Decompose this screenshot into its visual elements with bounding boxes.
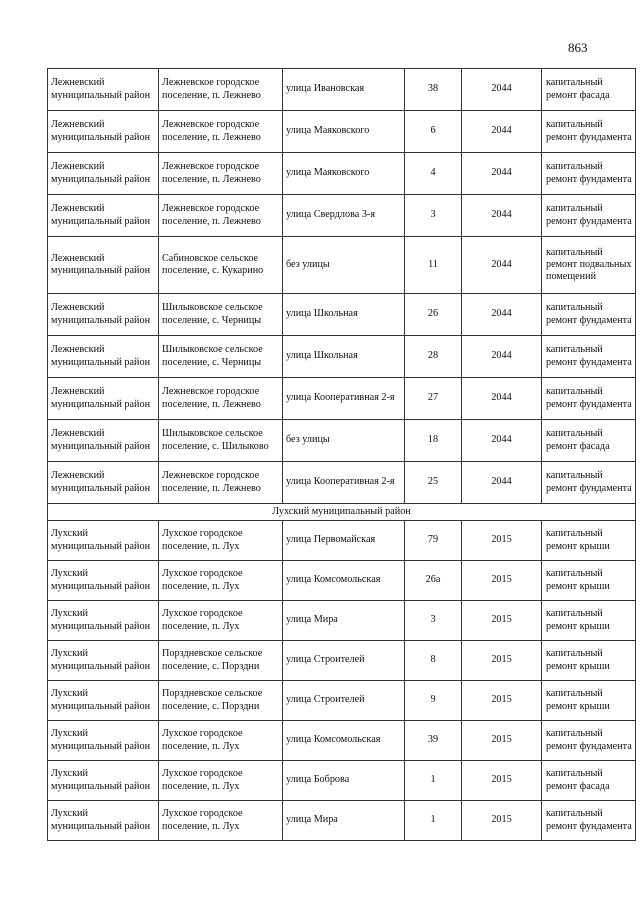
district-cell: Лухский муниципальный район <box>48 681 159 721</box>
table-row <box>48 237 636 294</box>
street-cell: улица Первомайская <box>283 521 405 561</box>
settlement-cell: Лежневское городское поселение, п. Лежнево <box>159 378 283 420</box>
house-number-cell: 6 <box>405 111 462 153</box>
district-cell: Лухский муниципальный район <box>48 801 159 841</box>
table-row <box>48 111 636 153</box>
district-cell: Лежневский муниципальный район <box>48 69 159 111</box>
settlement-cell: Порздневское сельское поселение, с. Порздни <box>159 641 283 681</box>
street-cell: улица Свердлова 3-я <box>283 195 405 237</box>
house-number-cell: 1 <box>405 801 462 841</box>
house-number-cell: 26а <box>405 561 462 601</box>
district-cell: Лухский муниципальный район <box>48 641 159 681</box>
settlement-cell: Лухское городское поселение, п. Лух <box>159 761 283 801</box>
work-type-cell: капитальный ремонт фундамента <box>542 336 636 378</box>
house-number-cell: 4 <box>405 153 462 195</box>
settlement-cell: Лухское городское поселение, п. Лух <box>159 801 283 841</box>
work-type-cell: капитальный ремонт подвальных помещений <box>542 237 636 294</box>
year-cell: 2015 <box>462 521 542 561</box>
settlement-cell: Лухское городское поселение, п. Лух <box>159 601 283 641</box>
district-cell: Лежневский муниципальный район <box>48 153 159 195</box>
settlement-cell: Шилыковское сельское поселение, с. Черницы <box>159 336 283 378</box>
street-cell: улица Ивановская <box>283 69 405 111</box>
house-number-cell: 3 <box>405 601 462 641</box>
settlement-cell: Лежневское городское поселение, п. Лежнево <box>159 111 283 153</box>
house-number-cell: 18 <box>405 420 462 462</box>
work-type-cell: капитальный ремонт фундамента <box>542 111 636 153</box>
district-cell: Лежневский муниципальный район <box>48 195 159 237</box>
table-row <box>48 721 636 761</box>
house-number-cell: 25 <box>405 462 462 504</box>
settlement-cell: Шилыковское сельское поселение, с. Черницы <box>159 294 283 336</box>
house-number-cell: 8 <box>405 641 462 681</box>
page-number: 863 <box>568 40 588 55</box>
street-cell: улица Строителей <box>283 681 405 721</box>
district-cell: Лежневский муниципальный район <box>48 378 159 420</box>
street-cell: улица Маяковского <box>283 111 405 153</box>
section-heading-row <box>48 504 636 521</box>
table-row <box>48 378 636 420</box>
settlement-cell: Порздневское сельское поселение, с. Порздни <box>159 681 283 721</box>
street-cell: улица Комсомольская <box>283 561 405 601</box>
year-cell: 2015 <box>462 561 542 601</box>
district-cell: Лежневский муниципальный район <box>48 111 159 153</box>
work-type-cell: капитальный ремонт фасада <box>542 761 636 801</box>
section-heading: Лухский муниципальный район <box>48 504 636 521</box>
year-cell: 2015 <box>462 601 542 641</box>
work-type-cell: капитальный ремонт фундамента <box>542 378 636 420</box>
housing-repair-table <box>47 68 636 841</box>
year-cell: 2015 <box>462 721 542 761</box>
year-cell: 2044 <box>462 111 542 153</box>
district-cell: Лежневский муниципальный район <box>48 336 159 378</box>
street-cell: без улицы <box>283 237 405 294</box>
year-cell: 2044 <box>462 195 542 237</box>
work-type-cell: капитальный ремонт фундамента <box>542 294 636 336</box>
work-type-cell: капитальный ремонт фасада <box>542 69 636 111</box>
work-type-cell: капитальный ремонт фундамента <box>542 195 636 237</box>
table-row <box>48 681 636 721</box>
table-row <box>48 336 636 378</box>
work-type-cell: капитальный ремонт крыши <box>542 641 636 681</box>
house-number-cell: 79 <box>405 521 462 561</box>
district-cell: Лежневский муниципальный район <box>48 462 159 504</box>
table-row <box>48 195 636 237</box>
table-row <box>48 462 636 504</box>
table-row <box>48 69 636 111</box>
table-row <box>48 294 636 336</box>
year-cell: 2044 <box>462 69 542 111</box>
house-number-cell: 1 <box>405 761 462 801</box>
district-cell: Лухский муниципальный район <box>48 521 159 561</box>
year-cell: 2044 <box>462 294 542 336</box>
work-type-cell: капитальный ремонт фундамента <box>542 153 636 195</box>
table-row <box>48 761 636 801</box>
settlement-cell: Лежневское городское поселение, п. Лежнево <box>159 195 283 237</box>
table-row <box>48 801 636 841</box>
house-number-cell: 39 <box>405 721 462 761</box>
street-cell: улица Школьная <box>283 336 405 378</box>
table-row <box>48 420 636 462</box>
district-cell: Лежневский муниципальный район <box>48 237 159 294</box>
house-number-cell: 3 <box>405 195 462 237</box>
street-cell: улица Комсомольская <box>283 721 405 761</box>
work-type-cell: капитальный ремонт крыши <box>542 561 636 601</box>
district-cell: Лухский муниципальный район <box>48 761 159 801</box>
district-cell: Лухский муниципальный район <box>48 601 159 641</box>
house-number-cell: 27 <box>405 378 462 420</box>
street-cell: улица Мира <box>283 801 405 841</box>
year-cell: 2044 <box>462 420 542 462</box>
street-cell: улица Кооперативная 2-я <box>283 378 405 420</box>
house-number-cell: 38 <box>405 69 462 111</box>
settlement-cell: Шилыковское сельское поселение, с. Шилыково <box>159 420 283 462</box>
street-cell: улица Маяковского <box>283 153 405 195</box>
year-cell: 2015 <box>462 761 542 801</box>
street-cell: без улицы <box>283 420 405 462</box>
year-cell: 2015 <box>462 801 542 841</box>
table-row <box>48 601 636 641</box>
table-row <box>48 561 636 601</box>
district-cell: Лухский муниципальный район <box>48 721 159 761</box>
settlement-cell: Лежневское городское поселение, п. Лежнево <box>159 462 283 504</box>
year-cell: 2044 <box>462 336 542 378</box>
settlement-cell: Сабиновское сельское поселение, с. Кукарино <box>159 237 283 294</box>
district-cell: Лежневский муниципальный район <box>48 420 159 462</box>
settlement-cell: Лухское городское поселение, п. Лух <box>159 561 283 601</box>
table-row <box>48 641 636 681</box>
house-number-cell: 28 <box>405 336 462 378</box>
settlement-cell: Лежневское городское поселение, п. Лежнево <box>159 69 283 111</box>
year-cell: 2044 <box>462 378 542 420</box>
work-type-cell: капитальный ремонт фундамента <box>542 801 636 841</box>
street-cell: улица Школьная <box>283 294 405 336</box>
settlement-cell: Лухское городское поселение, п. Лух <box>159 521 283 561</box>
work-type-cell: капитальный ремонт фундамента <box>542 721 636 761</box>
work-type-cell: капитальный ремонт крыши <box>542 601 636 641</box>
year-cell: 2044 <box>462 462 542 504</box>
year-cell: 2044 <box>462 237 542 294</box>
house-number-cell: 26 <box>405 294 462 336</box>
table-row <box>48 153 636 195</box>
year-cell: 2015 <box>462 641 542 681</box>
settlement-cell: Лежневское городское поселение, п. Лежнево <box>159 153 283 195</box>
street-cell: улица Кооперативная 2-я <box>283 462 405 504</box>
district-cell: Лежневский муниципальный район <box>48 294 159 336</box>
table-row <box>48 521 636 561</box>
street-cell: улица Боброва <box>283 761 405 801</box>
work-type-cell: капитальный ремонт фасада <box>542 420 636 462</box>
house-number-cell: 9 <box>405 681 462 721</box>
settlement-cell: Лухское городское поселение, п. Лух <box>159 721 283 761</box>
street-cell: улица Строителей <box>283 641 405 681</box>
street-cell: улица Мира <box>283 601 405 641</box>
year-cell: 2044 <box>462 153 542 195</box>
year-cell: 2015 <box>462 681 542 721</box>
work-type-cell: капитальный ремонт крыши <box>542 681 636 721</box>
work-type-cell: капитальный ремонт фундамента <box>542 462 636 504</box>
work-type-cell: капитальный ремонт крыши <box>542 521 636 561</box>
district-cell: Лухский муниципальный район <box>48 561 159 601</box>
house-number-cell: 11 <box>405 237 462 294</box>
